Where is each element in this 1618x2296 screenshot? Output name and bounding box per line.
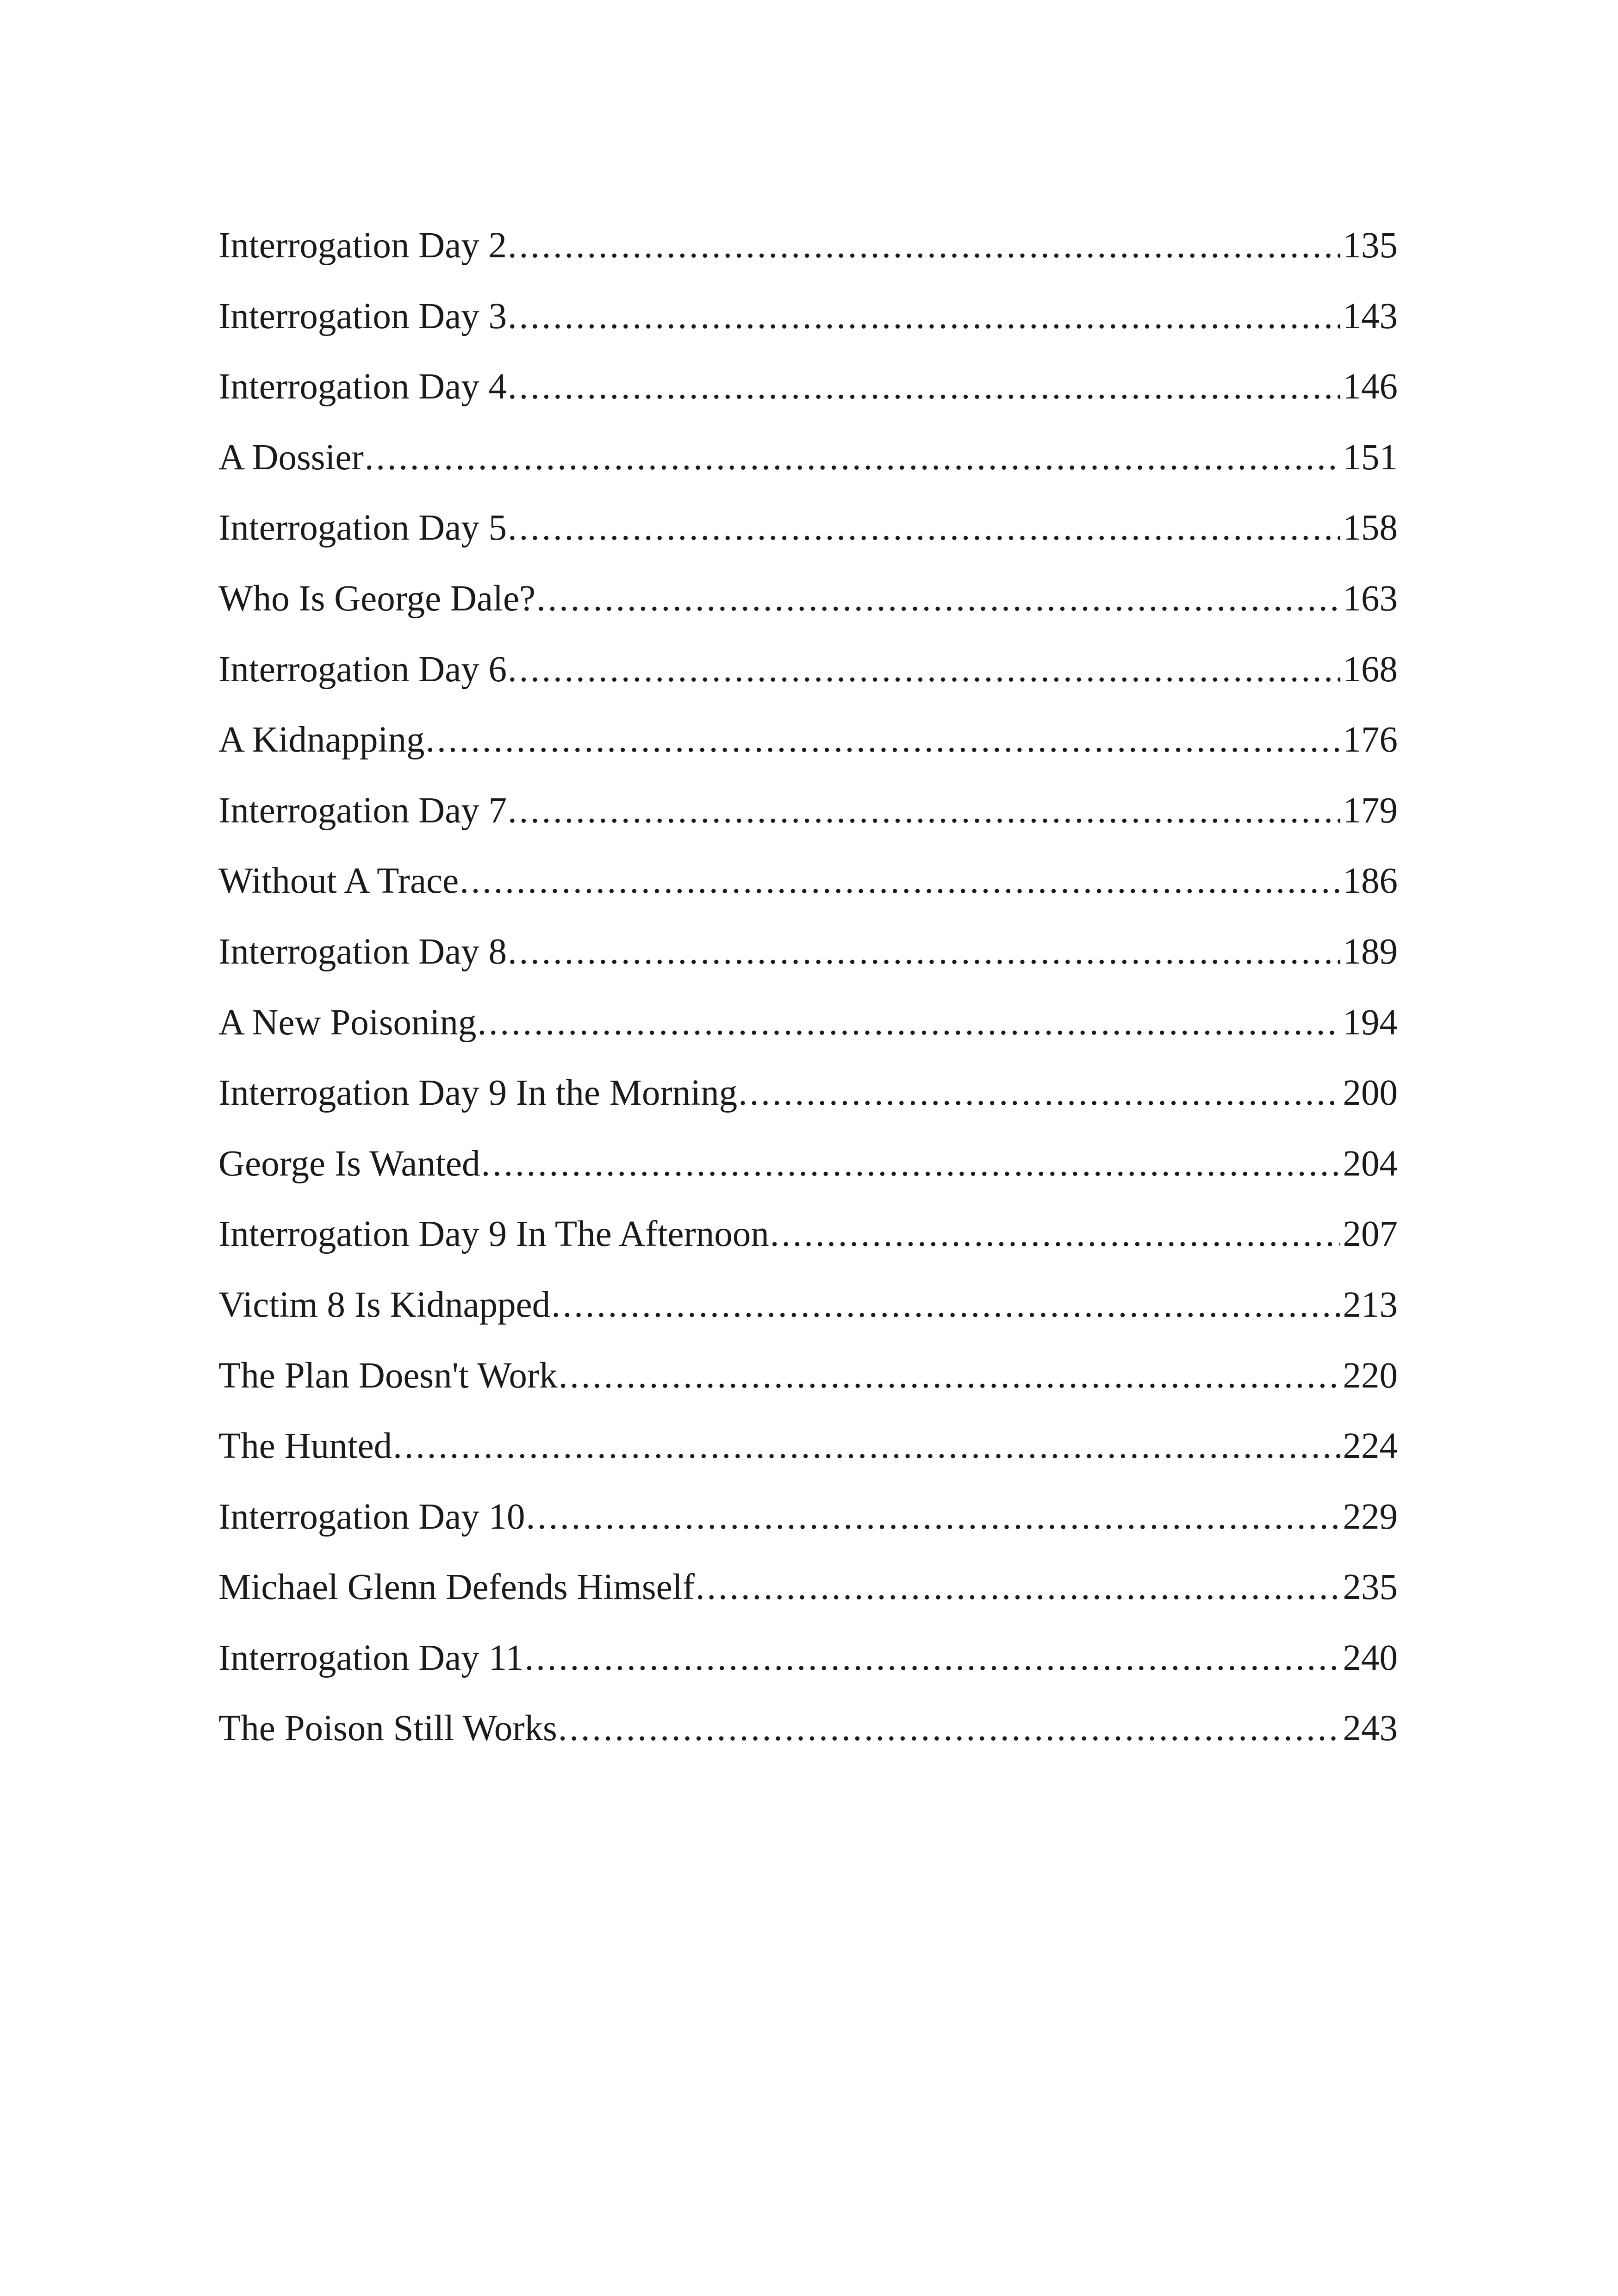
- toc-entry[interactable]: [218, 846, 1398, 917]
- toc-entry-title: Interrogation Day 11: [218, 1637, 524, 1678]
- toc-entry-title: Who Is George Dale?: [218, 578, 536, 619]
- toc-entry-page: 158: [1343, 508, 1398, 548]
- toc-entry[interactable]: [218, 1623, 1398, 1694]
- toc-entry[interactable]: [218, 1270, 1398, 1341]
- dot-leader: [738, 1058, 1340, 1129]
- toc-entry-title: Interrogation Day 9 In the Morning: [218, 1073, 738, 1114]
- dot-leader: [508, 776, 1340, 846]
- toc-entry-title: Without A Trace: [218, 861, 459, 902]
- dot-leader: [477, 988, 1340, 1058]
- toc-entry-page: 229: [1343, 1496, 1398, 1537]
- toc-entry-page: 186: [1343, 861, 1398, 902]
- toc-entry-page: 243: [1343, 1708, 1398, 1749]
- toc-entry[interactable]: [218, 1552, 1398, 1623]
- toc-entry-page: 179: [1343, 790, 1398, 831]
- toc-entry[interactable]: [218, 1693, 1398, 1764]
- toc-entry[interactable]: [218, 776, 1398, 846]
- toc-entry-title: A New Poisoning: [218, 1002, 477, 1043]
- toc-entry-title: Interrogation Day 4: [218, 367, 507, 407]
- toc-entry[interactable]: [218, 352, 1398, 423]
- toc-entry-title: Interrogation Day 5: [218, 508, 507, 548]
- toc-entry-title: Michael Glenn Defends Himself: [218, 1567, 695, 1608]
- dot-leader: [526, 1482, 1340, 1553]
- toc-entry-page: 163: [1343, 578, 1398, 619]
- toc-entry-page: 189: [1343, 931, 1398, 972]
- toc-entry-page: 235: [1343, 1567, 1398, 1608]
- toc-entry-page: 168: [1343, 649, 1398, 690]
- toc-entry-title: Interrogation Day 3: [218, 296, 507, 336]
- dot-leader: [508, 281, 1340, 352]
- toc-entry-page: 200: [1343, 1073, 1398, 1114]
- toc-entry[interactable]: [218, 1129, 1398, 1200]
- toc-entry[interactable]: [218, 211, 1398, 281]
- toc-entry-title: Interrogation Day 7: [218, 790, 507, 831]
- toc-entry-title: Interrogation Day 2: [218, 225, 507, 266]
- toc-entry[interactable]: [218, 1411, 1398, 1482]
- toc-entry[interactable]: [218, 635, 1398, 705]
- toc-entry[interactable]: [218, 1482, 1398, 1553]
- toc-entry-page: 135: [1343, 225, 1398, 266]
- table-of-contents: [218, 211, 1398, 1764]
- toc-entry-page: 220: [1343, 1355, 1398, 1396]
- dot-leader: [393, 1411, 1340, 1482]
- toc-entry-title: Interrogation Day 10: [218, 1496, 525, 1537]
- toc-entry[interactable]: [218, 423, 1398, 493]
- dot-leader: [508, 493, 1340, 564]
- toc-entry-page: 224: [1343, 1426, 1398, 1467]
- toc-entry-page: 204: [1343, 1143, 1398, 1184]
- toc-entry[interactable]: [218, 493, 1398, 564]
- dot-leader: [508, 635, 1340, 705]
- toc-entry-title: Victim 8 Is Kidnapped: [218, 1284, 551, 1325]
- dot-leader: [770, 1199, 1340, 1270]
- dot-leader: [525, 1623, 1340, 1694]
- toc-entry-title: George Is Wanted: [218, 1143, 480, 1184]
- toc-entry-title: The Hunted: [218, 1426, 392, 1467]
- toc-entry-page: 146: [1343, 367, 1398, 407]
- toc-entry-page: 207: [1343, 1214, 1398, 1255]
- toc-entry-title: Interrogation Day 9 In The Afternoon: [218, 1214, 769, 1255]
- dot-leader: [425, 705, 1340, 776]
- toc-entry[interactable]: [218, 988, 1398, 1058]
- toc-entry-title: Interrogation Day 6: [218, 649, 507, 690]
- toc-entry-page: 143: [1343, 296, 1398, 336]
- toc-entry-page: 194: [1343, 1002, 1398, 1043]
- toc-entry-page: 176: [1343, 720, 1398, 760]
- dot-leader: [558, 1693, 1340, 1764]
- toc-entry-title: The Poison Still Works: [218, 1708, 557, 1749]
- dot-leader: [508, 211, 1340, 281]
- dot-leader: [551, 1270, 1340, 1341]
- dot-leader: [508, 917, 1340, 988]
- toc-entry[interactable]: [218, 281, 1398, 352]
- toc-entry-page: 213: [1343, 1284, 1398, 1325]
- dot-leader: [559, 1341, 1340, 1412]
- toc-entry-title: The Plan Doesn't Work: [218, 1355, 558, 1396]
- toc-entry-title: A Dossier: [218, 437, 364, 478]
- dot-leader: [460, 846, 1340, 917]
- toc-entry[interactable]: [218, 1341, 1398, 1412]
- toc-entry[interactable]: [218, 1058, 1398, 1129]
- dot-leader: [536, 564, 1340, 635]
- toc-entry[interactable]: [218, 705, 1398, 776]
- dot-leader: [481, 1129, 1340, 1200]
- dot-leader: [696, 1552, 1340, 1623]
- toc-entry-page: 240: [1343, 1637, 1398, 1678]
- dot-leader: [508, 352, 1340, 423]
- dot-leader: [365, 423, 1340, 493]
- toc-entry-title: Interrogation Day 8: [218, 931, 507, 972]
- toc-entry[interactable]: [218, 1199, 1398, 1270]
- toc-entry[interactable]: [218, 564, 1398, 635]
- toc-entry[interactable]: [218, 917, 1398, 988]
- toc-entry-title: A Kidnapping: [218, 720, 425, 760]
- toc-entry-page: 151: [1343, 437, 1398, 478]
